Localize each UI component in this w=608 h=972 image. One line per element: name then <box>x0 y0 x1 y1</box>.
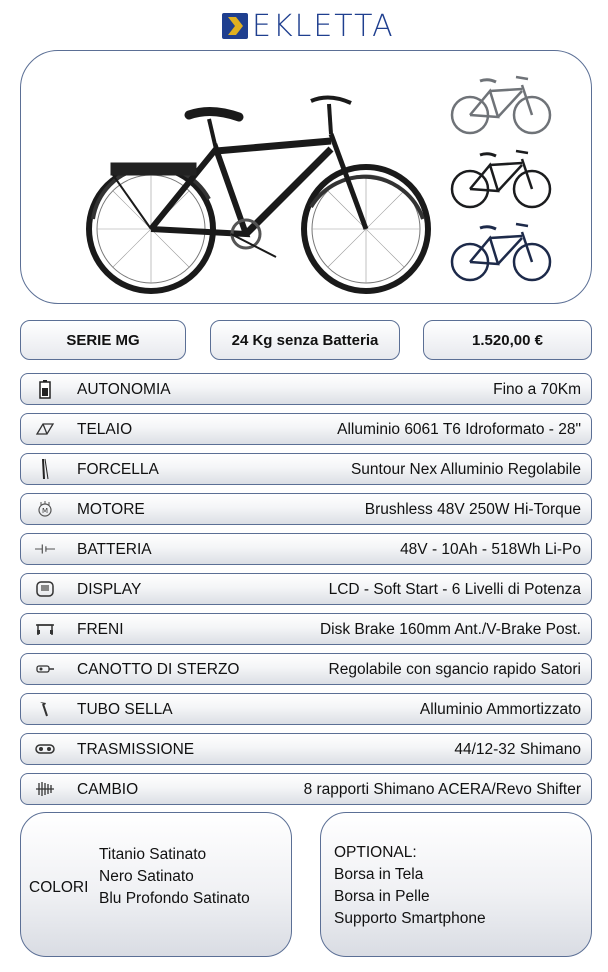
brand-wordmark: EKLETTA <box>252 8 395 44</box>
weight-label: 24 Kg senza Batteria <box>231 331 379 349</box>
colors-panel <box>20 812 292 957</box>
series-badge <box>20 320 186 360</box>
spec-value: Brushless 48V 250W Hi-Torque <box>364 501 581 518</box>
spec-label: DISPLAY <box>77 581 142 598</box>
optional-item: Supporto Smartphone <box>334 910 486 927</box>
spec-value: 8 rapporti Shimano ACERA/Revo Shifter <box>303 781 581 798</box>
svg-text:M: M <box>41 507 49 515</box>
spec-value: LCD - Soft Start - 6 Livelli di Potenza <box>328 581 581 598</box>
spec-row-batteria <box>20 533 592 565</box>
spec-value: Alluminio 6061 T6 Idroformato - 28" <box>337 421 581 438</box>
color-option: Titanio Satinato <box>99 846 207 863</box>
color-option: Blu Profondo Satinato <box>99 890 250 907</box>
motor-icon <box>35 499 55 519</box>
spec-label: TUBO SELLA <box>77 701 173 718</box>
spec-value: Suntour Nex Alluminio Regolabile <box>350 461 581 478</box>
spec-label: FORCELLA <box>77 461 159 478</box>
battery-icon <box>35 379 55 399</box>
seatpost-icon <box>35 699 55 719</box>
weight-badge <box>210 320 400 360</box>
colors-label: COLORI <box>29 879 89 896</box>
spec-row-canotto <box>20 653 592 685</box>
chain-icon <box>35 739 55 759</box>
spec-label: TRASMISSIONE <box>77 741 195 758</box>
display-icon <box>35 579 55 599</box>
gear-cassette-icon <box>35 779 55 799</box>
spec-row-forcella <box>20 453 592 485</box>
spec-row-trasmissione <box>20 733 592 765</box>
brand-chevron-icon <box>222 13 248 39</box>
spec-value: Disk Brake 160mm Ant./V-Brake Post. <box>319 621 581 638</box>
optional-item: Borsa in Pelle <box>334 888 430 905</box>
stem-icon <box>35 659 55 679</box>
price-badge <box>423 320 592 360</box>
series-label: SERIE MG <box>66 331 140 349</box>
spec-value: Regolabile con sgancio rapido Satori <box>328 661 581 678</box>
spec-label: CAMBIO <box>77 781 139 798</box>
bike-thumb-blu[interactable] <box>446 216 556 286</box>
optional-item: Borsa in Tela <box>334 866 424 883</box>
fork-icon <box>35 459 55 479</box>
spec-label: CANOTTO DI STERZO <box>77 661 240 678</box>
price-label: 1.520,00 € <box>472 331 543 349</box>
spec-value: 48V - 10Ah - 518Wh Li-Po <box>400 541 581 558</box>
battery-symbol-icon <box>35 539 55 559</box>
color-option: Nero Satinato <box>99 868 194 885</box>
spec-label: FRENI <box>77 621 124 638</box>
spec-row-motore <box>20 493 592 525</box>
optional-panel <box>320 812 592 957</box>
bike-thumb-titanio[interactable] <box>446 69 556 139</box>
frame-icon <box>35 419 55 439</box>
spec-value: Alluminio Ammortizzato <box>419 701 581 718</box>
spec-row-display <box>20 573 592 605</box>
optional-title: OPTIONAL: <box>334 844 417 861</box>
spec-row-telaio <box>20 413 592 445</box>
bike-thumb-nero[interactable] <box>446 143 556 213</box>
spec-row-autonomia <box>20 373 592 405</box>
spec-row-tubo-sella <box>20 693 592 725</box>
spec-label: BATTERIA <box>77 541 152 558</box>
spec-label: MOTORE <box>77 501 145 518</box>
spec-value: 44/12-32 Shimano <box>454 741 581 758</box>
bike-main-image <box>71 79 441 299</box>
brake-icon <box>35 619 55 639</box>
spec-value: Fino a 70Km <box>493 381 581 398</box>
spec-label: AUTONOMIA <box>77 381 171 398</box>
brand-logo <box>222 10 395 42</box>
bike-image-panel <box>20 50 592 304</box>
spec-row-cambio <box>20 773 592 805</box>
spec-row-freni <box>20 613 592 645</box>
spec-label: TELAIO <box>77 421 133 438</box>
